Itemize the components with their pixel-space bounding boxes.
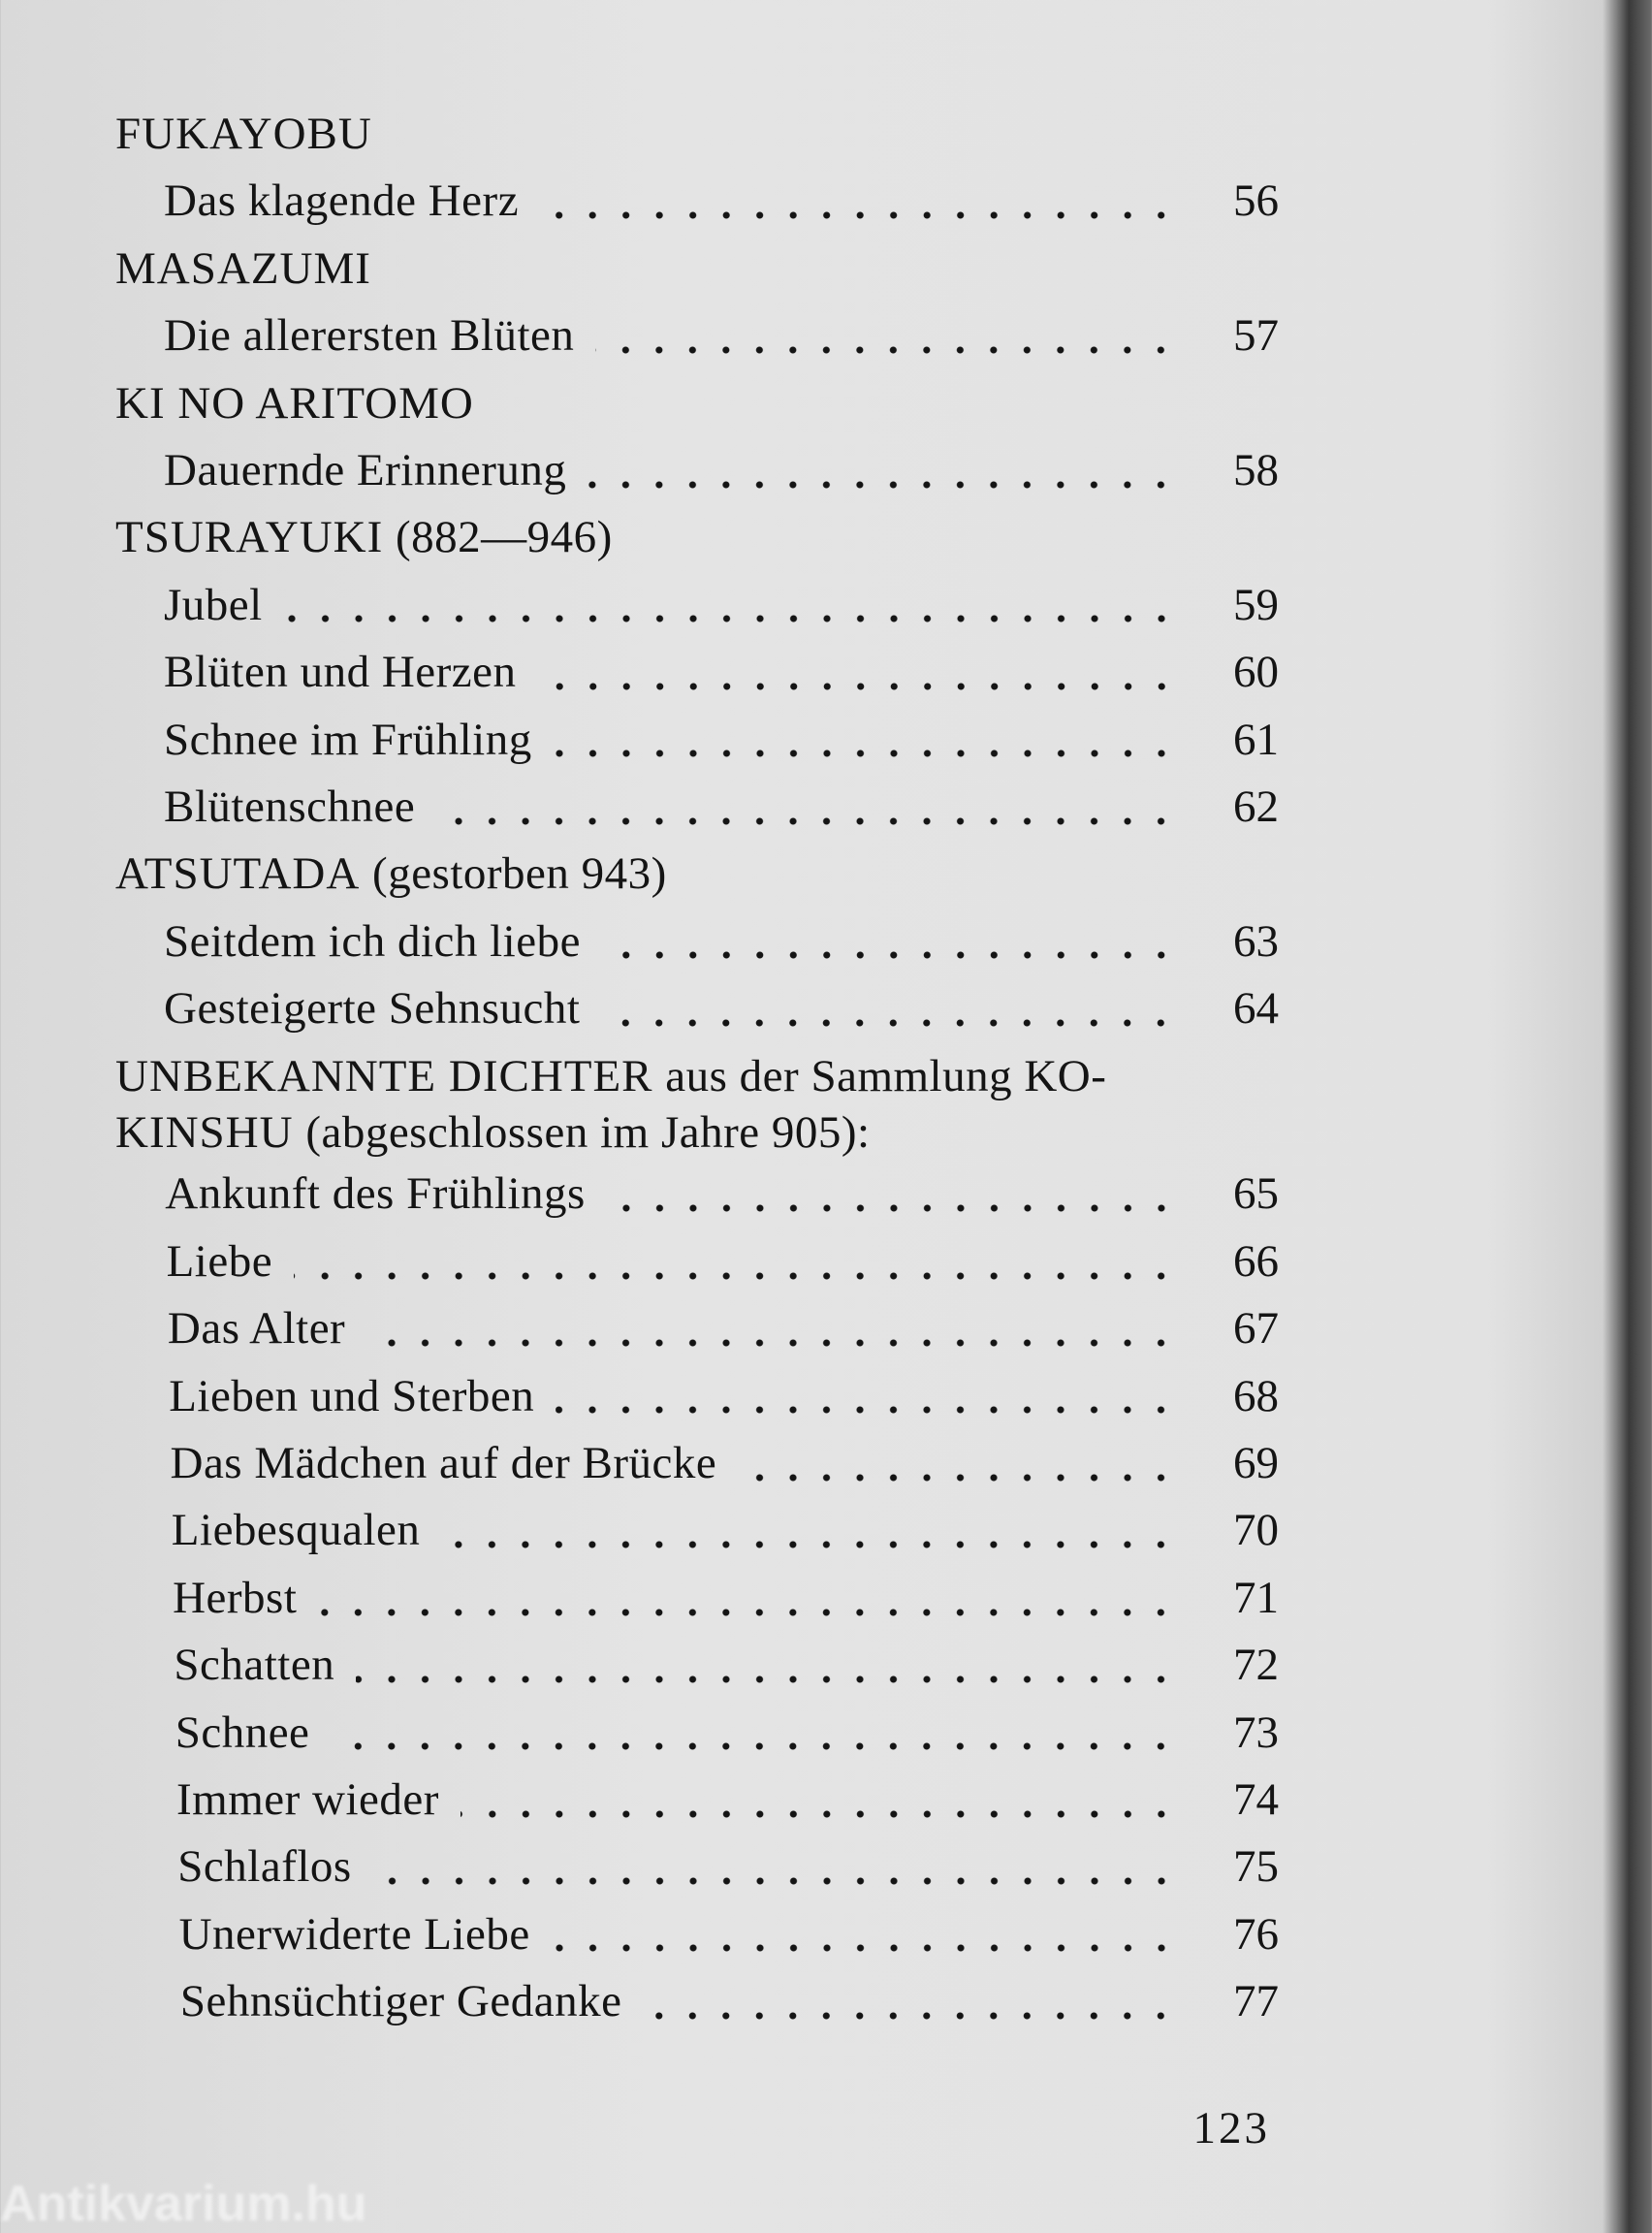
entry-page: 71 [1233,1572,1279,1623]
entry-page: 61 [1233,714,1279,765]
toc-entry [115,437,1279,504]
entry-title: Ankunft des Frühlings [165,1168,586,1220]
entry-page: 59 [1233,579,1279,630]
author-name: ATSUTADA [115,848,361,900]
entry-page: 68 [1233,1370,1279,1421]
author-heading [115,1042,1279,1161]
entry-page: 57 [1233,310,1279,362]
entry-title: Sehnsüchtiger Gedanke [179,1976,622,2027]
dot-leader [318,1607,1178,1618]
entry-page: 75 [1233,1841,1279,1893]
dot-leader [356,1674,1178,1685]
author-name: MASAZUMI [115,242,371,294]
toc-entry [115,1295,1279,1362]
author-heading [115,504,1279,571]
toc-entry [115,1968,1279,2035]
entry-title: Herbst [173,1572,298,1623]
dot-leader [552,1942,1178,1954]
dot-leader [556,1404,1178,1416]
dot-leader [284,613,1178,624]
author-note: (882—946) [396,512,613,563]
entry-page: 63 [1233,915,1279,967]
author-note: (gestorben 943) [372,848,667,900]
toc-entry [115,909,1279,975]
entry-title: Das Alter [167,1303,346,1355]
toc-entry [115,1700,1279,1767]
entry-page: 70 [1233,1505,1279,1556]
author-heading [115,101,1279,168]
entry-title: Seitdem ich dich liebe [164,915,581,967]
toc-entry [115,1228,1279,1295]
toc-entry [115,303,1279,369]
dot-leader [588,479,1178,491]
entry-title: Liebesqualen [171,1505,421,1556]
dot-leader [373,1875,1178,1887]
entry-title: Das Mädchen auf der Brücke [170,1438,717,1489]
heading-line [115,1048,1279,1104]
dot-leader [294,1270,1178,1282]
entry-title: Die allerersten Blüten [164,310,575,362]
author-name: UNBEKANNTE DICHTER [115,1051,653,1102]
page-number: 123 [1192,2103,1270,2153]
entry-page: 64 [1233,983,1279,1035]
dot-leader [366,1337,1178,1349]
entry-page: 67 [1233,1303,1279,1355]
dot-leader [538,681,1178,692]
entry-title: Lieben und Sterben [169,1370,535,1421]
entry-title: Jubel [164,579,263,630]
author-name: KI NO ARITOMO [115,377,474,429]
toc-entry [115,572,1279,639]
author-note: aus der Sammlung KO- [665,1051,1107,1102]
heading-line [115,1104,1279,1161]
dot-leader [595,344,1178,356]
dot-leader [436,815,1178,827]
entry-title: Blüten und Herzen [164,647,517,698]
entry-title: Schnee im Frühling [164,714,532,765]
entry-page: 66 [1233,1235,1279,1287]
toc-entry [115,1497,1279,1564]
toc-entry [115,1632,1279,1699]
entry-page: 62 [1233,781,1279,832]
author-name: TSURAYUKI [115,512,384,563]
dot-leader [738,1472,1178,1483]
toc-entry [115,1901,1279,1968]
toc-entry [115,1565,1279,1632]
author-heading [115,236,1279,303]
entry-page: 69 [1233,1438,1279,1489]
entry-title: Schnee [175,1707,310,1758]
toc-entry [115,975,1279,1042]
author-name: KINSHU [115,1107,294,1159]
dot-leader [331,1740,1178,1752]
entry-title: Gesteigerte Sehnsucht [164,983,581,1035]
toc-entry [115,639,1279,706]
entry-page: 65 [1233,1168,1279,1220]
toc-entry [115,1161,1279,1228]
dot-leader [540,209,1178,221]
dot-leader [602,949,1178,961]
toc-entry [115,168,1279,235]
entry-page: 74 [1233,1773,1279,1825]
toc-entry [115,1363,1279,1430]
entry-title: Schlaflos [177,1841,352,1893]
dot-leader [554,748,1178,759]
author-heading [115,841,1279,908]
entry-page: 73 [1233,1707,1279,1758]
author-heading [115,370,1279,437]
entry-title: Das klagende Herz [164,175,520,227]
toc-entry [115,707,1279,774]
dot-leader [643,2010,1178,2022]
toc-entry [115,1834,1279,1900]
dot-leader [607,1202,1178,1214]
entry-title: Dauernde Erinnerung [164,444,567,495]
dot-leader [441,1539,1178,1550]
entry-title: Blütenschnee [164,781,416,832]
dot-leader [461,1808,1178,1820]
toc-entry [115,774,1279,841]
table-of-contents [115,101,1279,2036]
entry-title: Immer wieder [176,1773,439,1825]
entry-page: 58 [1233,444,1279,495]
author-name: FUKAYOBU [115,109,372,159]
entry-page: 56 [1233,175,1279,227]
entry-page: 76 [1233,1908,1279,1960]
entry-title: Liebe [166,1235,273,1287]
watermark: Antikvarium.hu [0,2176,367,2232]
entry-page: 72 [1233,1640,1279,1691]
toc-entry [115,1430,1279,1497]
dot-leader [601,1017,1178,1029]
entry-title: Schatten [174,1640,335,1691]
author-note: (abgeschlossen im Jahre 905): [305,1107,871,1159]
entry-title: Unerwiderte Liebe [178,1908,530,1960]
toc-entry [115,1767,1279,1834]
entry-page: 60 [1233,647,1279,698]
entry-page: 77 [1233,1976,1279,2027]
